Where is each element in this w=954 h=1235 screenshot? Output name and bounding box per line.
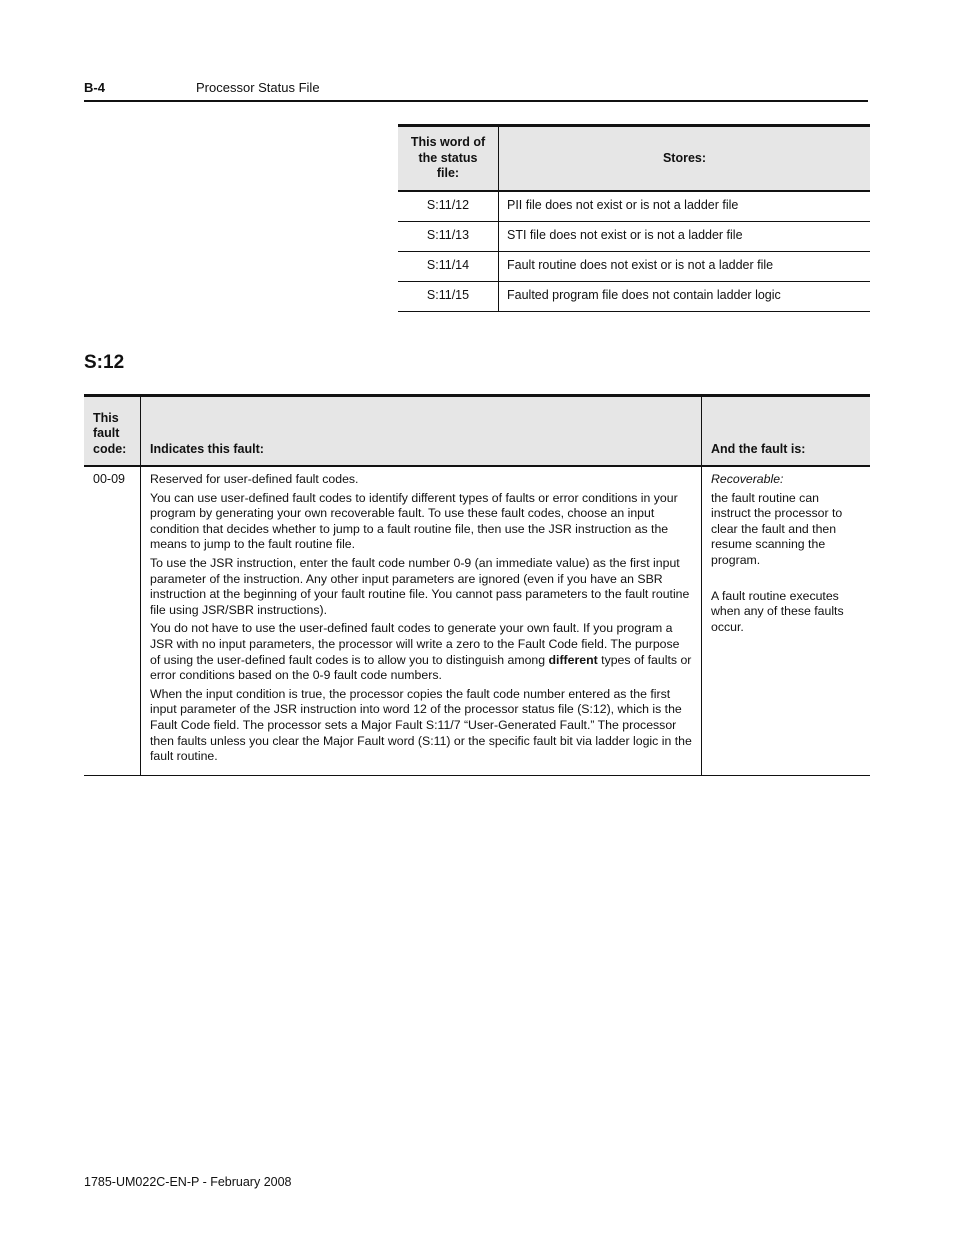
stores-cell: PII file does not exist or is not a ladder file <box>499 191 871 222</box>
stores-cell: STI file does not exist or is not a ladder file <box>499 221 871 251</box>
fault-status: Recoverable: <box>711 472 784 486</box>
stores-cell: Faulted program file does not contain ladder logic <box>499 281 871 311</box>
text-run: types of faults or error conditions based on the 0-9 fault code numbers. <box>150 652 692 683</box>
status-word-table <box>398 124 870 312</box>
page-number: B-4 <box>84 80 105 95</box>
fault-code-header-text: This fault code: <box>93 410 127 456</box>
page-header <box>84 80 868 102</box>
fault-code-cell: 00-09 <box>84 466 141 775</box>
fault-description-cell <box>141 466 702 775</box>
word-cell: S:11/12 <box>398 191 499 222</box>
table-row <box>398 191 870 222</box>
column-header-indicates: Indicates this fault: <box>141 396 702 467</box>
column-header-stores: Stores: <box>499 126 871 191</box>
column-header-fault-code <box>84 396 141 467</box>
word-cell: S:11/13 <box>398 221 499 251</box>
word-cell: S:11/15 <box>398 281 499 311</box>
section-title: Processor Status File <box>196 80 320 95</box>
fault-status-note: A fault routine executes when any of these faults occur. <box>711 588 844 634</box>
fault-status-cell <box>702 466 871 775</box>
description-paragraph: You can use user-defined fault codes to identify different types of faults or error conditions in your program by generating your own recoverable fault. To use these fault codes, choose an input condition that decides whether to jump to a fault routine file, then use the JSR instruction as the means to jump to the fault routine file. <box>150 490 678 552</box>
table-row <box>398 281 870 311</box>
table-row <box>84 466 870 775</box>
table-row <box>398 221 870 251</box>
emphasis-text: different <box>548 652 598 667</box>
column-header-fault-is: And the fault is: <box>702 396 871 467</box>
section-heading: S:12 <box>84 352 125 373</box>
description-paragraph: Reserved for user-defined fault codes. <box>150 472 359 486</box>
fault-code-table <box>84 394 870 776</box>
word-cell: S:11/14 <box>398 251 499 281</box>
description-paragraph: To use the JSR instruction, enter the fault code number 0-9 (an immediate value) as the first input parameter of the instruction. Any other input parameters are ignored (even if you have an SBR instruction at the beginning of your fault routine file. You cannot pass parameters to the fault routine file using JSR/SBR instructions). <box>150 555 690 617</box>
description-paragraph <box>150 621 692 683</box>
fault-status-description: the fault routine can instruct the processor to clear the fault and then resume scanning the program. <box>711 490 843 567</box>
description-paragraph: When the input condition is true, the processor copies the fault code number entered as the first input parameter of the JSR instruction into word 12 of the processor status file (S:12), which is the Fault Code field. The processor sets a Major Fault S:11/7 “User-Generated Fault.” The processor then faults unless you clear the Major Fault word (S:11) or the specific fault bit via ladder logic in the fault routine. <box>150 686 692 764</box>
table-row <box>398 251 870 281</box>
text-run: You do not have to use the user-defined fault codes to generate your own fault. If you program a JSR with no input parameters, the processor will write a zero to the Fault Code field. The purpose of using the user-defined fault codes is to allow you to distinguish among <box>150 621 680 667</box>
column-header-word: This word of the status file: <box>398 126 499 191</box>
table-header-row <box>398 126 870 191</box>
stores-cell: Fault routine does not exist or is not a ladder file <box>499 251 871 281</box>
table-header-row <box>84 396 870 467</box>
page-footer: 1785-UM022C-EN-P - February 2008 <box>84 1175 292 1189</box>
